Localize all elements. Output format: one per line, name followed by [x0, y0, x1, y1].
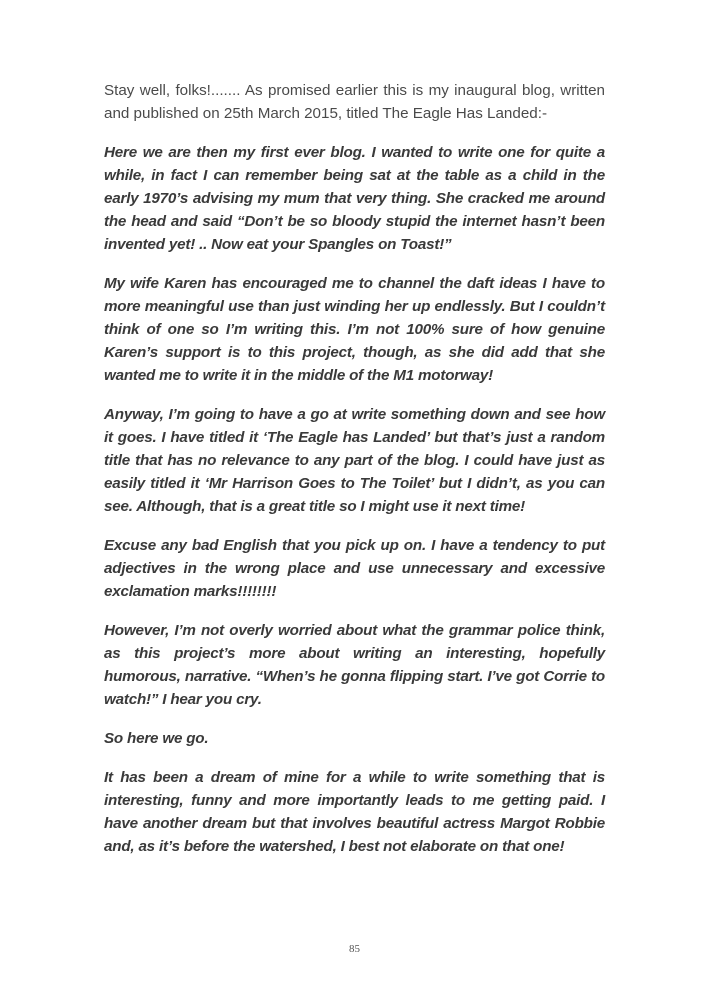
- blog-paragraph: Here we are then my first ever blog. I wanted to write one for quite a while, in fact I can remember being sat at the table as a child in the early 1970’s advising my mum that very thing. She cracked me around the head and said “Don’t be so bloody stupid the internet hasn’t been invented yet! .. Now eat your Spangles on Toast!”: [104, 144, 605, 253]
- blog-paragraph: Excuse any bad English that you pick up on. I have a tendency to put adjectives in the wrong place and use unnecessary and excessive exclamation marks!!!!!!!!: [104, 537, 605, 600]
- intro-paragraph: Stay well, folks!....... As promised earlier this is my inaugural blog, written and published on 25th March 2015, titled The Eagle Has Landed:-: [104, 82, 605, 122]
- page-number: 85: [349, 943, 360, 955]
- blog-paragraph: So here we go.: [104, 730, 209, 747]
- page-body: [104, 79, 605, 874]
- blog-paragraph: Anyway, I’m going to have a go at write something down and see how it goes. I have titled it ‘The Eagle has Landed’ but that’s just a random title that has no relevance to any part of the blog. I could have just as easily titled it ‘Mr Harrison Goes to The Toilet’ but I didn’t, as you can see. Although, that is a great title so I might use it next time!: [104, 406, 605, 515]
- blog-paragraph: However, I’m not overly worried about what the grammar police think, as this project’s more about writing an interesting, hopefully humorous, narrative. “When’s he gonna flipping start. I’ve got Corrie to watch!” I hear you cry.: [104, 622, 605, 708]
- blog-paragraph: My wife Karen has encouraged me to channel the daft ideas I have to more meaningful use than just winding her up endlessly. But I couldn’t think of one so I’m writing this. I’m not 100% sure of how genuine Karen’s support is to this project, though, as she did add that she wanted me to write it in the middle of the M1 motorway!: [104, 275, 605, 384]
- blog-paragraph: It has been a dream of mine for a while to write something that is interesting, funny and more importantly leads to me getting paid. I have another dream but that involves beautiful actress Margot Robbie and, as it’s before the watershed, I best not elaborate on that one!: [104, 769, 605, 855]
